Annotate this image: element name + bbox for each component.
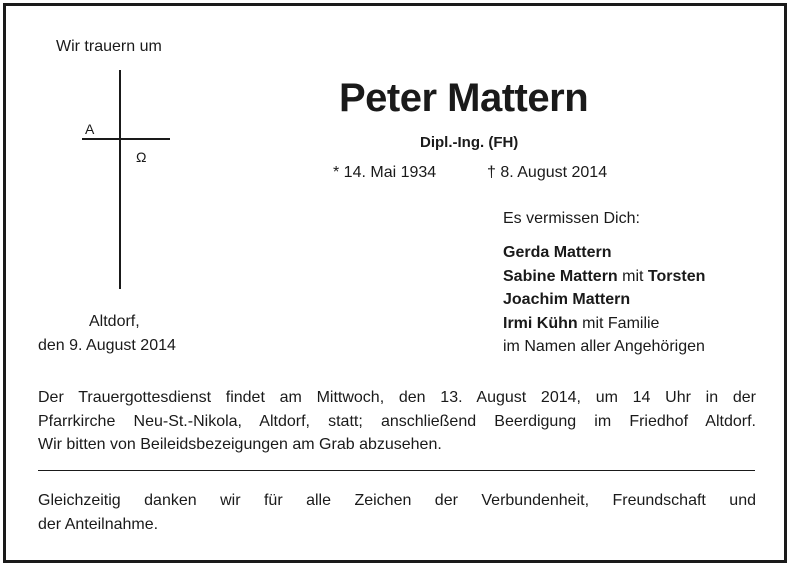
- place: Altdorf,: [89, 313, 140, 330]
- deceased-name: Peter Mattern: [339, 76, 589, 120]
- mourner-name: Irmi Kühn: [503, 314, 578, 332]
- obituary-notice: [3, 3, 787, 563]
- condolence-request: Wir bitten von Beileidsbezeigungen am Grab abzusehen.: [38, 436, 442, 453]
- mourners-list: [503, 241, 705, 359]
- intro-text: Wir trauern um: [56, 38, 162, 55]
- thanks-paragraph: [38, 489, 756, 537]
- mourner-name: Gerda Mattern: [503, 244, 612, 261]
- mourner-connector: mit Familie: [577, 314, 660, 332]
- mourner-line: [503, 265, 705, 289]
- mourners-closing: im Namen aller Angehörigen: [503, 338, 705, 355]
- omega-symbol: Ω: [136, 149, 147, 165]
- mourner-connector: mit: [617, 267, 648, 285]
- service-line-2: Pfarrkirche Neu-St.-Nikola, Altdorf, statt; anschließend Beerdigung im Friedhof Altdorf.: [38, 413, 756, 430]
- thanks-line-2: der Anteilnahme.: [38, 516, 159, 533]
- service-line-1: Der Trauergottesdienst findet am Mittwoch, den 13. August 2014, um 14 Uhr in der: [38, 389, 756, 406]
- mourners-label: Es vermissen Dich:: [503, 210, 640, 227]
- notice-date: den 9. August 2014: [38, 337, 176, 354]
- alpha-symbol: A: [85, 121, 95, 137]
- service-paragraph: [38, 386, 756, 434]
- mourner-line: [503, 288, 705, 312]
- mourner-line: [503, 241, 705, 265]
- death-date: † 8. August 2014: [487, 164, 608, 181]
- cross-vertical-bar: [119, 70, 121, 289]
- mourner-line: [503, 312, 705, 336]
- birth-date: * 14. Mai 1934: [333, 164, 437, 181]
- mourner-name: Joachim Mattern: [503, 291, 631, 308]
- cross-horizontal-bar: [82, 138, 170, 140]
- mourner-partner: Torsten: [647, 267, 706, 285]
- thanks-line-1: Gleichzeitig danken wir für alle Zeichen der Verbundenheit, Freundschaft und: [38, 492, 756, 509]
- deceased-title: Dipl.-Ing. (FH): [420, 134, 519, 151]
- mourner-name: Sabine Mattern: [503, 267, 618, 285]
- divider: [38, 470, 755, 471]
